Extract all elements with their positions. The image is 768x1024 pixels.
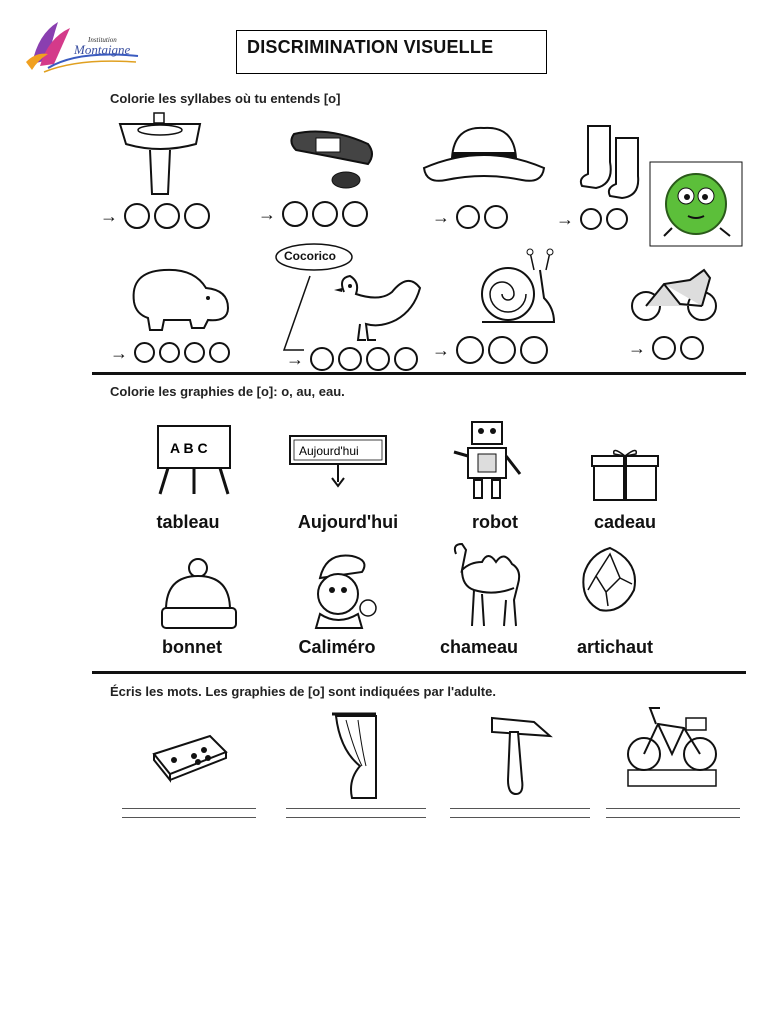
word-label: Aujourd'hui — [297, 512, 399, 532]
arrow-icon: → — [556, 209, 574, 229]
hammer-icon — [488, 712, 554, 798]
syllable-circle[interactable] — [342, 201, 368, 227]
syllable-circles-sink — [100, 203, 210, 229]
syllable-circle[interactable] — [184, 342, 205, 363]
arrow-icon: → — [286, 349, 304, 369]
hippo-icon — [124, 264, 234, 334]
syllable-circle[interactable] — [606, 208, 628, 230]
syllable-circle[interactable] — [312, 201, 338, 227]
syllable-circle[interactable] — [394, 347, 418, 371]
motorbike-icon — [630, 264, 720, 324]
syllable-circles-motorbike — [628, 336, 704, 360]
board-text: A B C — [170, 440, 208, 456]
sausage-icon — [288, 120, 378, 192]
section-divider — [92, 671, 746, 674]
word-label: Caliméro — [298, 637, 376, 657]
word-label: bonnet — [162, 637, 222, 657]
writing-lines[interactable] — [450, 808, 590, 826]
syllable-circle[interactable] — [282, 201, 308, 227]
socks-icon — [578, 122, 648, 202]
syllable-circles-rooster — [286, 347, 418, 371]
sign-text: Aujourd'hui — [299, 444, 359, 458]
section3-instruction: Écris les mots. Les graphies de [o] sont indiquées par l'adulte. — [110, 684, 496, 699]
artichoke-icon — [576, 544, 646, 616]
syllable-circle[interactable] — [154, 203, 180, 229]
blackboard-icon — [156, 424, 234, 496]
word-label: robot — [472, 512, 518, 532]
syllable-circle[interactable] — [134, 342, 155, 363]
syllable-circle[interactable] — [184, 203, 210, 229]
signpost-icon — [288, 434, 388, 490]
bubble-text: Cocorico — [284, 249, 337, 263]
syllable-circle[interactable] — [680, 336, 704, 360]
writing-lines[interactable] — [606, 808, 740, 826]
syllable-circle[interactable] — [484, 205, 508, 229]
syllable-circle[interactable] — [456, 336, 484, 364]
syllable-circle[interactable] — [652, 336, 676, 360]
arrow-icon: → — [110, 342, 128, 363]
camel-icon — [448, 540, 528, 632]
syllable-circle[interactable] — [456, 205, 480, 229]
rooster-icon — [280, 262, 424, 360]
syllable-circle[interactable] — [520, 336, 548, 364]
syllable-circle[interactable] — [488, 336, 516, 364]
logo-text: Institution — [88, 36, 117, 44]
syllable-circles-hat — [432, 205, 508, 229]
word-label: tableau — [156, 512, 220, 532]
title-box — [236, 30, 547, 74]
arrow-icon: → — [258, 204, 276, 224]
section-divider — [92, 372, 746, 375]
syllable-circle[interactable] — [580, 208, 602, 230]
arrow-icon: → — [432, 207, 450, 227]
syllable-circle[interactable] — [338, 347, 362, 371]
bicycle-icon — [624, 704, 720, 790]
syllable-circles-socks — [556, 208, 628, 230]
robot-icon — [448, 418, 526, 504]
syllable-circle[interactable] — [366, 347, 390, 371]
syllable-circle[interactable] — [209, 342, 230, 363]
section1-instruction: Colorie les syllabes où tu entends [o] — [110, 91, 341, 106]
institution-logo — [18, 14, 148, 76]
writing-lines[interactable] — [122, 808, 256, 826]
arrow-icon: → — [432, 340, 450, 360]
syllable-circle[interactable] — [124, 203, 150, 229]
syllable-circles-snail — [432, 336, 548, 364]
syllable-circles-hippo — [110, 342, 230, 363]
sink-icon — [116, 110, 206, 202]
syllable-circles-sausage — [258, 201, 368, 227]
arrow-icon: → — [100, 206, 118, 226]
word-label: chameau — [439, 637, 519, 657]
bonnet-icon — [160, 558, 238, 632]
curtain-icon — [330, 710, 380, 800]
mascot-icon — [650, 162, 742, 246]
page-title: DISCRIMINATION VISUELLE — [247, 37, 494, 57]
calimero-icon — [306, 548, 382, 634]
logo-sub: Montaigne — [74, 42, 131, 57]
arrow-icon: → — [628, 338, 646, 358]
word-label: artichaut — [576, 637, 654, 657]
writing-lines[interactable] — [286, 808, 426, 826]
section2-instruction: Colorie les graphies de [o]: o, au, eau. — [110, 384, 345, 399]
syllable-circle[interactable] — [310, 347, 334, 371]
domino-icon — [150, 730, 230, 780]
gift-icon — [590, 446, 660, 502]
hat-icon — [422, 122, 546, 188]
snail-icon — [478, 246, 558, 328]
word-label: cadeau — [593, 512, 657, 532]
syllable-circle[interactable] — [159, 342, 180, 363]
